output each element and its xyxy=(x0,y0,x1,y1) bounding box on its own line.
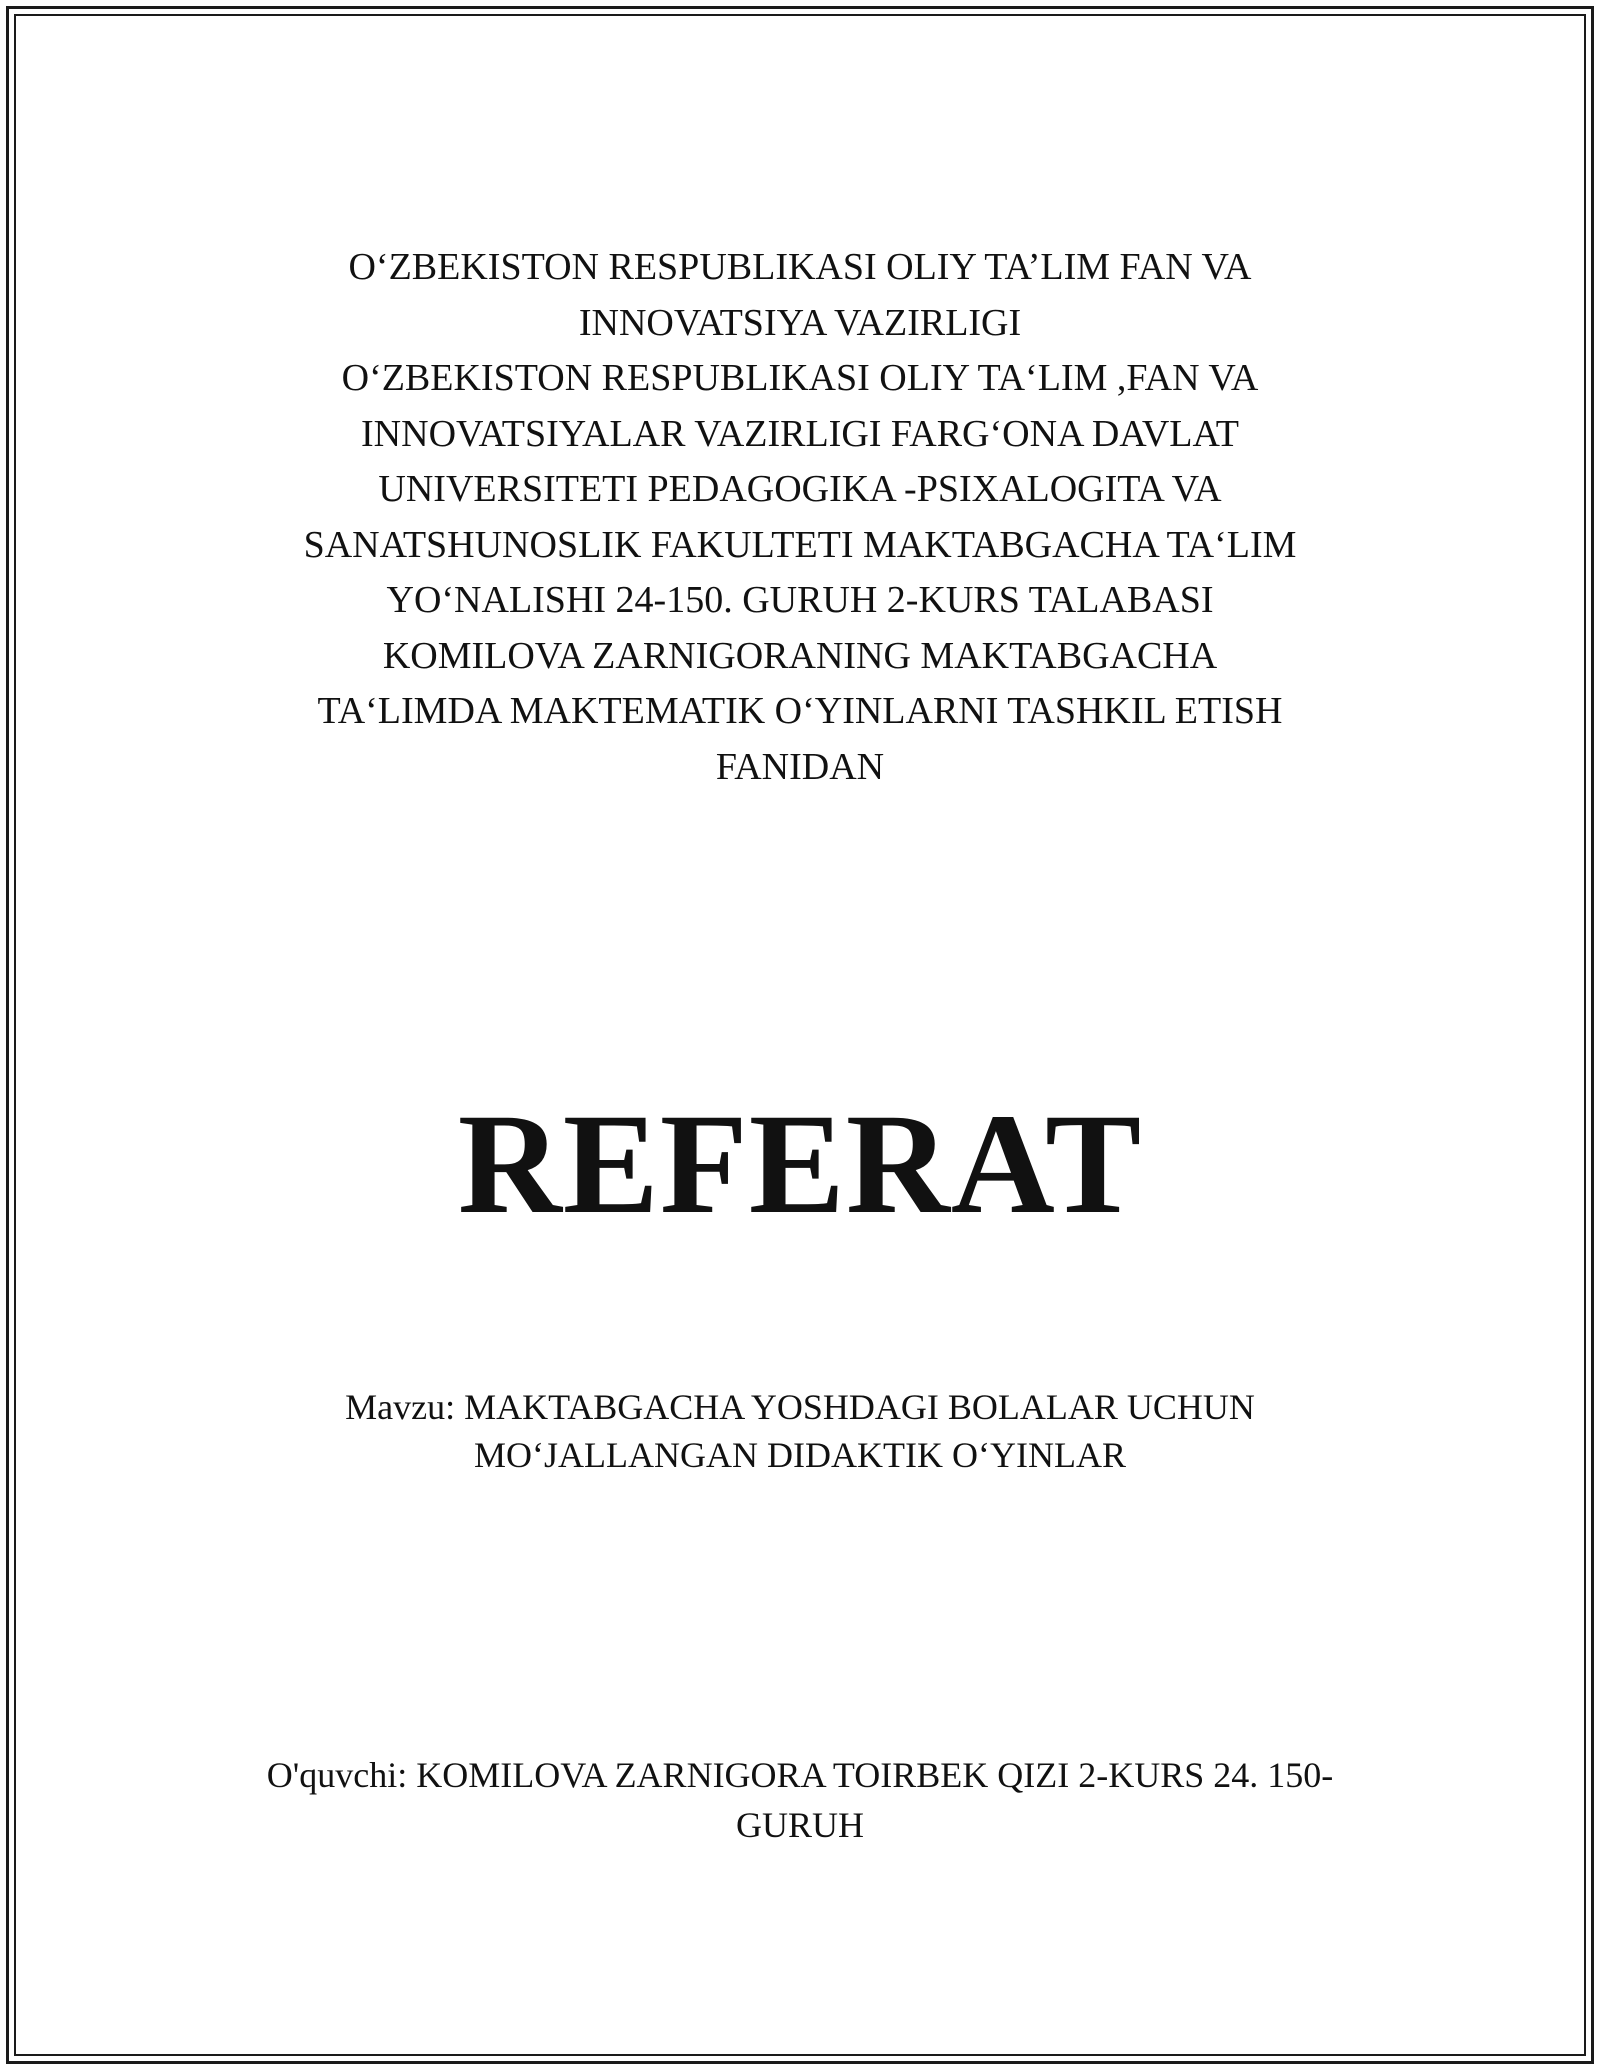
header-line: UNIVERSITETI PEDAGOGIKA -PSIXALOGITA VA xyxy=(378,468,1222,510)
student-line: GURUH xyxy=(735,1805,864,1845)
topic-section xyxy=(250,1383,1350,1479)
topic-line: MO‘JALLANGAN DIDAKTIK O‘YINLAR xyxy=(474,1435,1126,1475)
document-title: REFERAT xyxy=(457,1085,1143,1244)
header-line: O‘ZBEKISTON RESPUBLIKASI OLIY TA’LIM FAN VA xyxy=(348,246,1252,288)
student-section xyxy=(200,1750,1400,1850)
header-line: O‘ZBEKISTON RESPUBLIKASI OLIY TA‘LIM ,FAN VA xyxy=(341,357,1259,399)
header-line: KOMILOVA ZARNIGORANING MAKTABGACHA xyxy=(382,634,1218,677)
topic-line: Mavzu: MAKTABGACHA YOSHDAGI BOLALAR UCHUN xyxy=(345,1387,1255,1427)
student-line: O'quvchi: KOMILOVA ZARNIGORA TOIRBEK QIZI 2-KURS 24. 150- xyxy=(266,1755,1334,1795)
header-line: INNOVATSIYALAR VAZIRLIGI FARG‘ONA DAVLAT xyxy=(361,412,1239,455)
institution-header xyxy=(210,240,1390,795)
header-line: TA‘LIMDA MAKTEMATIK O‘YINLARNI TASHKIL ETISH xyxy=(317,690,1283,732)
header-line: YO‘NALISHI 24-150. GURUH 2-KURS TALABASI xyxy=(386,579,1214,621)
header-line: INNOVATSIYA VAZIRLIGI xyxy=(578,301,1022,344)
header-line: FANIDAN xyxy=(715,745,885,788)
header-line: SANATSHUNOSLIK FAKULTETI MAKTABGACHA TA‘LIM xyxy=(303,523,1297,566)
